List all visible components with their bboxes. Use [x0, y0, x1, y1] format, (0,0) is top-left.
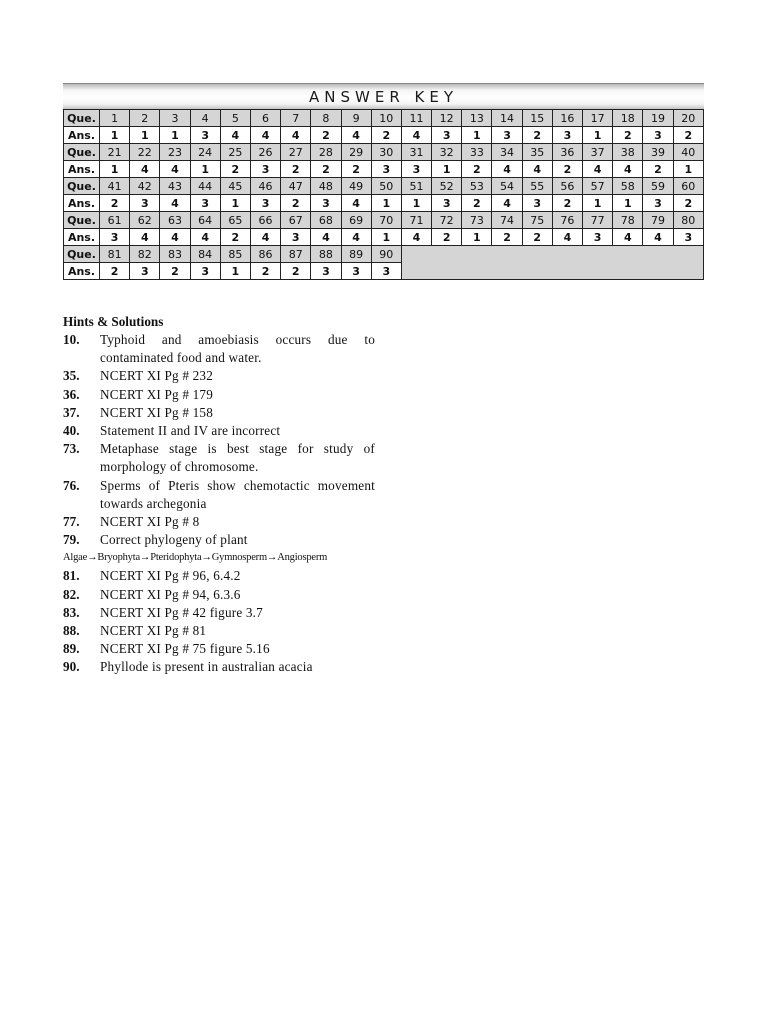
question-number-cell: 35 [522, 144, 552, 161]
answer-value-cell: 2 [100, 263, 130, 280]
question-number-cell: 27 [281, 144, 311, 161]
question-number-cell: 33 [462, 144, 492, 161]
question-number-cell: 88 [311, 246, 341, 263]
answer-row [64, 229, 704, 246]
answer-value-cell: 1 [371, 195, 401, 212]
answer-value-cell: 4 [160, 229, 190, 246]
answer-value-cell: 3 [250, 161, 280, 178]
answer-row [64, 127, 704, 144]
hint-item [63, 331, 375, 367]
answer-value-cell: 2 [462, 195, 492, 212]
answer-value-cell: 3 [341, 263, 371, 280]
answer-value-cell: 2 [522, 127, 552, 144]
hint-number: 88. [63, 623, 80, 639]
question-number-cell: 78 [613, 212, 643, 229]
question-number-cell: 68 [311, 212, 341, 229]
question-number-cell: 24 [190, 144, 220, 161]
question-number-cell: 22 [130, 144, 160, 161]
hint-text: Sperms of Pteris show chemotactic movement towards archegonia [100, 477, 375, 511]
question-row [64, 178, 704, 195]
answer-value-cell: 4 [401, 127, 431, 144]
question-number-cell: 4 [190, 110, 220, 127]
question-number-cell: 6 [250, 110, 280, 127]
question-number-cell: 65 [220, 212, 250, 229]
question-number-cell: 83 [160, 246, 190, 263]
hint-text: NCERT XI Pg # 8 [100, 514, 200, 530]
hint-item [63, 658, 375, 676]
question-number-cell: 20 [673, 110, 703, 127]
phylogeny-sequence: Algae→Bryophyta→Pteridophyta→Gymnosperm→Angiosperm [63, 552, 328, 564]
answer-value-cell: 3 [492, 127, 522, 144]
answer-value-cell: 1 [432, 161, 462, 178]
question-number-cell: 1 [100, 110, 130, 127]
question-number-cell: 40 [673, 144, 703, 161]
question-number-cell: 82 [130, 246, 160, 263]
question-number-cell: 9 [341, 110, 371, 127]
answer-value-cell: 3 [311, 263, 341, 280]
answer-value-cell: 2 [311, 127, 341, 144]
answer-value-cell: 2 [552, 195, 582, 212]
answer-value-cell: 2 [281, 263, 311, 280]
question-number-cell: 3 [160, 110, 190, 127]
question-number-cell: 72 [432, 212, 462, 229]
answer-value-cell: 2 [673, 127, 703, 144]
hint-number: 77. [63, 514, 80, 530]
question-number-cell: 69 [341, 212, 371, 229]
question-number-cell: 55 [522, 178, 552, 195]
answer-value-cell: 3 [643, 195, 673, 212]
answer-key-table [63, 109, 704, 280]
answer-value-cell: 2 [281, 161, 311, 178]
question-number-cell: 25 [220, 144, 250, 161]
answer-value-cell: 1 [220, 263, 250, 280]
answer-value-cell: 4 [130, 161, 160, 178]
hint-item [63, 622, 375, 640]
answer-value-cell: 3 [130, 195, 160, 212]
question-number-cell: 79 [643, 212, 673, 229]
answer-value-cell: 1 [220, 195, 250, 212]
question-number-cell: 7 [281, 110, 311, 127]
hint-number: 76. [63, 477, 80, 493]
question-label: Que. [64, 246, 100, 263]
question-number-cell: 50 [371, 178, 401, 195]
question-number-cell: 38 [613, 144, 643, 161]
answer-value-cell: 2 [522, 229, 552, 246]
question-number-cell: 37 [583, 144, 613, 161]
question-number-cell: 39 [643, 144, 673, 161]
question-number-cell: 2 [130, 110, 160, 127]
question-number-cell: 73 [462, 212, 492, 229]
question-number-cell: 77 [583, 212, 613, 229]
answer-value-cell: 3 [190, 195, 220, 212]
answer-value-cell: 3 [432, 195, 462, 212]
answer-value-cell: 3 [311, 195, 341, 212]
hint-number: 83. [63, 604, 80, 620]
question-number-cell: 86 [250, 246, 280, 263]
question-row [64, 246, 704, 263]
question-number-cell: 26 [250, 144, 280, 161]
question-number-cell: 43 [160, 178, 190, 195]
answer-value-cell: 4 [341, 229, 371, 246]
question-number-cell: 71 [401, 212, 431, 229]
question-number-cell: 74 [492, 212, 522, 229]
answer-value-cell: 2 [250, 263, 280, 280]
hint-text: NCERT XI Pg # 42 figure 3.7 [100, 604, 263, 620]
answer-value-cell: 4 [220, 127, 250, 144]
answer-value-cell: 3 [250, 195, 280, 212]
answer-row [64, 195, 704, 212]
answer-value-cell: 4 [250, 127, 280, 144]
answer-value-cell: 4 [492, 161, 522, 178]
question-number-cell: 29 [341, 144, 371, 161]
question-number-cell: 15 [522, 110, 552, 127]
answer-value-cell: 1 [583, 127, 613, 144]
question-number-cell: 14 [492, 110, 522, 127]
answer-value-cell: 4 [401, 229, 431, 246]
question-number-cell: 32 [432, 144, 462, 161]
answer-value-cell: 1 [130, 127, 160, 144]
answer-value-cell: 3 [432, 127, 462, 144]
answer-value-cell: 4 [311, 229, 341, 246]
answer-value-cell: 3 [522, 195, 552, 212]
question-number-cell: 30 [371, 144, 401, 161]
hint-number: 73. [63, 441, 80, 457]
answer-value-cell: 3 [130, 263, 160, 280]
answer-value-cell: 2 [492, 229, 522, 246]
answer-value-cell: 1 [583, 195, 613, 212]
answer-key-body [64, 110, 704, 280]
question-number-cell: 47 [281, 178, 311, 195]
answer-key-title: ANSWER KEY [63, 83, 704, 111]
question-number-cell: 61 [100, 212, 130, 229]
question-number-cell: 85 [220, 246, 250, 263]
answer-value-cell: 4 [130, 229, 160, 246]
question-label: Que. [64, 212, 100, 229]
hint-item [63, 367, 375, 385]
hint-number: 90. [63, 659, 80, 675]
hint-text: Statement II and IV are incorrect [100, 423, 281, 439]
question-number-cell: 8 [311, 110, 341, 127]
answer-value-cell: 1 [100, 127, 130, 144]
question-number-cell: 49 [341, 178, 371, 195]
answer-value-cell: 2 [160, 263, 190, 280]
hint-item [63, 604, 375, 622]
question-number-cell: 16 [552, 110, 582, 127]
answer-value-cell: 4 [160, 161, 190, 178]
answer-value-cell: 4 [250, 229, 280, 246]
answer-value-cell: 1 [100, 161, 130, 178]
hint-number: 89. [63, 641, 80, 657]
answer-value-cell: 1 [190, 161, 220, 178]
hint-item [63, 513, 375, 531]
hint-text: Phyllode is present in australian acacia [100, 659, 313, 675]
question-number-cell: 76 [552, 212, 582, 229]
question-number-cell: 70 [371, 212, 401, 229]
hint-text: Correct phylogeny of plant [100, 532, 248, 548]
answer-value-cell: 3 [371, 161, 401, 178]
question-number-cell: 36 [552, 144, 582, 161]
empty-cell-block [401, 246, 703, 280]
question-number-cell: 21 [100, 144, 130, 161]
hint-number: 10. [63, 332, 80, 347]
hint-number: 37. [63, 404, 80, 420]
answer-value-cell: 2 [100, 195, 130, 212]
answer-value-cell: 3 [643, 127, 673, 144]
question-number-cell: 90 [371, 246, 401, 263]
answer-value-cell: 2 [281, 195, 311, 212]
question-number-cell: 45 [220, 178, 250, 195]
answer-value-cell: 1 [462, 127, 492, 144]
hints-title: Hints & Solutions [63, 314, 164, 329]
question-number-cell: 31 [401, 144, 431, 161]
question-number-cell: 66 [250, 212, 280, 229]
hint-item [63, 477, 375, 513]
question-number-cell: 17 [583, 110, 613, 127]
answer-value-cell: 1 [371, 229, 401, 246]
answer-value-cell: 2 [220, 161, 250, 178]
hint-number: 82. [63, 586, 80, 602]
hint-number: 35. [63, 368, 80, 384]
hint-number: 40. [63, 423, 80, 439]
question-label: Que. [64, 144, 100, 161]
question-number-cell: 81 [100, 246, 130, 263]
hints-section [63, 313, 375, 677]
question-number-cell: 19 [643, 110, 673, 127]
question-number-cell: 51 [401, 178, 431, 195]
answer-value-cell: 4 [613, 229, 643, 246]
answer-label: Ans. [64, 263, 100, 280]
answer-value-cell: 4 [552, 229, 582, 246]
hint-text: NCERT XI Pg # 179 [100, 386, 214, 402]
answer-value-cell: 1 [462, 229, 492, 246]
question-number-cell: 44 [190, 178, 220, 195]
answer-value-cell: 2 [341, 161, 371, 178]
question-number-cell: 67 [281, 212, 311, 229]
answer-value-cell: 2 [613, 127, 643, 144]
hint-item [63, 567, 375, 585]
answer-value-cell: 3 [190, 263, 220, 280]
question-number-cell: 60 [673, 178, 703, 195]
question-number-cell: 23 [160, 144, 190, 161]
question-number-cell: 10 [371, 110, 401, 127]
question-number-cell: 58 [613, 178, 643, 195]
hint-text: Metaphase stage is best stage for study of morphology of chromosome. [100, 441, 375, 475]
hint-text: NCERT XI Pg # 158 [100, 404, 214, 420]
question-number-cell: 41 [100, 178, 130, 195]
answer-value-cell: 1 [401, 195, 431, 212]
question-number-cell: 84 [190, 246, 220, 263]
question-number-cell: 57 [583, 178, 613, 195]
answer-value-cell: 2 [462, 161, 492, 178]
question-row [64, 110, 704, 127]
hint-text: NCERT XI Pg # 75 figure 5.16 [100, 641, 270, 657]
question-number-cell: 5 [220, 110, 250, 127]
hint-number: 36. [63, 386, 80, 402]
question-number-cell: 89 [341, 246, 371, 263]
hint-text: NCERT XI Pg # 94, 6.3.6 [100, 586, 241, 602]
hint-item [63, 586, 375, 604]
answer-value-cell: 3 [100, 229, 130, 246]
question-row [64, 144, 704, 161]
answer-value-cell: 4 [341, 127, 371, 144]
answer-value-cell: 3 [552, 127, 582, 144]
hint-text: NCERT XI Pg # 96, 6.4.2 [100, 568, 241, 584]
question-number-cell: 53 [462, 178, 492, 195]
answer-value-cell: 1 [160, 127, 190, 144]
question-number-cell: 46 [250, 178, 280, 195]
hint-number: 81. [63, 568, 80, 584]
hints-list [63, 331, 375, 677]
answer-value-cell: 2 [673, 195, 703, 212]
answer-value-cell: 4 [643, 229, 673, 246]
hint-item [63, 440, 375, 476]
question-number-cell: 80 [673, 212, 703, 229]
answer-label: Ans. [64, 229, 100, 246]
answer-value-cell: 4 [341, 195, 371, 212]
answer-value-cell: 1 [673, 161, 703, 178]
answer-value-cell: 4 [281, 127, 311, 144]
answer-label: Ans. [64, 161, 100, 178]
answer-value-cell: 3 [583, 229, 613, 246]
answer-label: Ans. [64, 195, 100, 212]
hint-item [63, 386, 375, 404]
answer-value-cell: 2 [371, 127, 401, 144]
hint-number: 79. [63, 532, 80, 548]
hint-item [63, 404, 375, 422]
question-row [64, 212, 704, 229]
answer-value-cell: 4 [190, 229, 220, 246]
answer-value-cell: 4 [492, 195, 522, 212]
answer-value-cell: 4 [583, 161, 613, 178]
question-number-cell: 63 [160, 212, 190, 229]
answer-value-cell: 4 [160, 195, 190, 212]
question-number-cell: 87 [281, 246, 311, 263]
question-number-cell: 11 [401, 110, 431, 127]
question-number-cell: 56 [552, 178, 582, 195]
answer-value-cell: 3 [190, 127, 220, 144]
hint-text: Typhoid and amoebiasis occurs due to contaminated food and water. [100, 332, 375, 366]
answer-value-cell: 4 [613, 161, 643, 178]
question-number-cell: 18 [613, 110, 643, 127]
question-number-cell: 42 [130, 178, 160, 195]
question-number-cell: 64 [190, 212, 220, 229]
answer-value-cell: 3 [281, 229, 311, 246]
hint-item [63, 531, 375, 549]
answer-value-cell: 2 [552, 161, 582, 178]
answer-value-cell: 3 [371, 263, 401, 280]
question-number-cell: 48 [311, 178, 341, 195]
answer-value-cell: 2 [643, 161, 673, 178]
question-number-cell: 28 [311, 144, 341, 161]
question-label: Que. [64, 178, 100, 195]
answer-value-cell: 2 [311, 161, 341, 178]
hint-text: NCERT XI Pg # 81 [100, 623, 207, 639]
question-number-cell: 54 [492, 178, 522, 195]
hint-item [63, 422, 375, 440]
answer-value-cell: 1 [613, 195, 643, 212]
answer-value-cell: 3 [401, 161, 431, 178]
answer-value-cell: 2 [220, 229, 250, 246]
question-number-cell: 34 [492, 144, 522, 161]
answer-label: Ans. [64, 127, 100, 144]
answer-value-cell: 4 [522, 161, 552, 178]
answer-row [64, 161, 704, 178]
question-number-cell: 12 [432, 110, 462, 127]
question-number-cell: 52 [432, 178, 462, 195]
hint-text: NCERT XI Pg # 232 [100, 368, 214, 384]
question-number-cell: 13 [462, 110, 492, 127]
answer-value-cell: 3 [673, 229, 703, 246]
question-number-cell: 75 [522, 212, 552, 229]
question-label: Que. [64, 110, 100, 127]
question-number-cell: 62 [130, 212, 160, 229]
answer-value-cell: 2 [432, 229, 462, 246]
hint-item [63, 640, 375, 658]
question-number-cell: 59 [643, 178, 673, 195]
